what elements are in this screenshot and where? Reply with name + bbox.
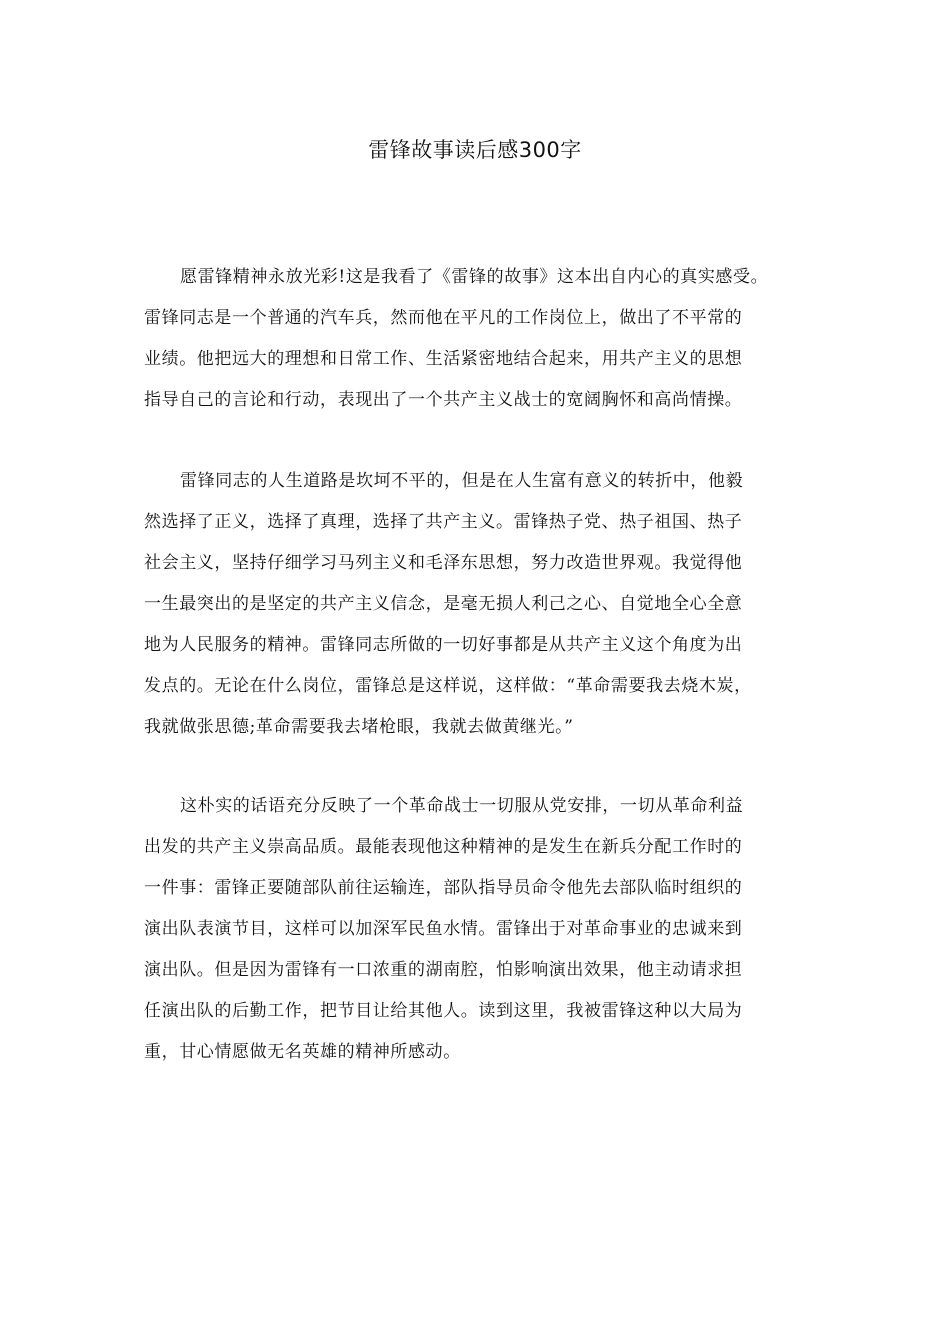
paragraph-line: 发点的。无论在什么岗位，雷锋总是这样说，这样做：“革命需要我去烧木炭， [144,676,752,696]
paragraph-line: 一生最突出的是坚定的共产主义信念，是毫无损人利己之心、自觉地全心全意 [144,594,743,614]
paragraph-line: 这朴实的话语充分反映了一个革命战士一切服从党安排，一切从革命利益 [180,796,744,816]
paragraph-3 [144,786,824,1073]
paragraph-line: 演出队表演节目，这样可以加深军民鱼水情。雷锋出于对革命事业的忠诚来到 [144,919,743,939]
paragraph-line: 出发的共产主义崇高品质。最能表现他这种精神的是发生在新兵分配工作时的 [144,837,743,857]
paragraph-line: 地为人民服务的精神。雷锋同志所做的一切好事都是从共产主义这个角度为出 [144,635,743,655]
paragraph-line: 业绩。他把远大的理想和日常工作、生活紧密地结合起来，用共产主义的思想 [144,349,743,369]
paragraph-1 [144,257,824,421]
paragraph-2 [144,461,824,748]
paragraph-line: 然选择了正义，选择了真理，选择了共产主义。雷锋热子党、热子祖国、热子 [144,512,743,532]
paragraph-line: 雷锋同志的人生道路是坎坷不平的，但是在人生富有意义的转折中，他毅 [180,471,744,491]
paragraph-line: 演出队。但是因为雷锋有一口浓重的湖南腔，怕影响演出效果，他主动请求担 [144,960,743,980]
paragraph-line: 雷锋同志是一个普通的汽车兵，然而他在平凡的工作岗位上，做出了不平常的 [144,308,743,328]
paragraph-line: 指导自己的言论和行动，表现出了一个共产主义战士的宽阔胸怀和高尚情操。 [144,390,743,410]
paragraph-line: 一件事：雷锋正要随部队前往运输连，部队指导员命令他先去部队临时组织的 [144,878,743,898]
paragraph-line: 我就做张思德;革命需要我去堵枪眼，我就去做黄继光。” [144,717,574,737]
paragraph-line: 社会主义，坚持仔细学习马列主义和毛泽东思想，努力改造世界观。我觉得他 [144,553,743,573]
paragraph-line: 重，甘心情愿做无名英雄的精神所感动。 [144,1042,461,1062]
paragraph-line: 愿雷锋精神永放光彩!这是我看了《雷锋的故事》这本出自内心的真实感受。 [180,267,769,287]
paragraph-line: 任演出队的后勤工作，把节目让给其他人。读到这里，我被雷锋这种以大局为 [144,1001,743,1021]
document-title: 雷锋故事读后感300字 [368,138,582,162]
